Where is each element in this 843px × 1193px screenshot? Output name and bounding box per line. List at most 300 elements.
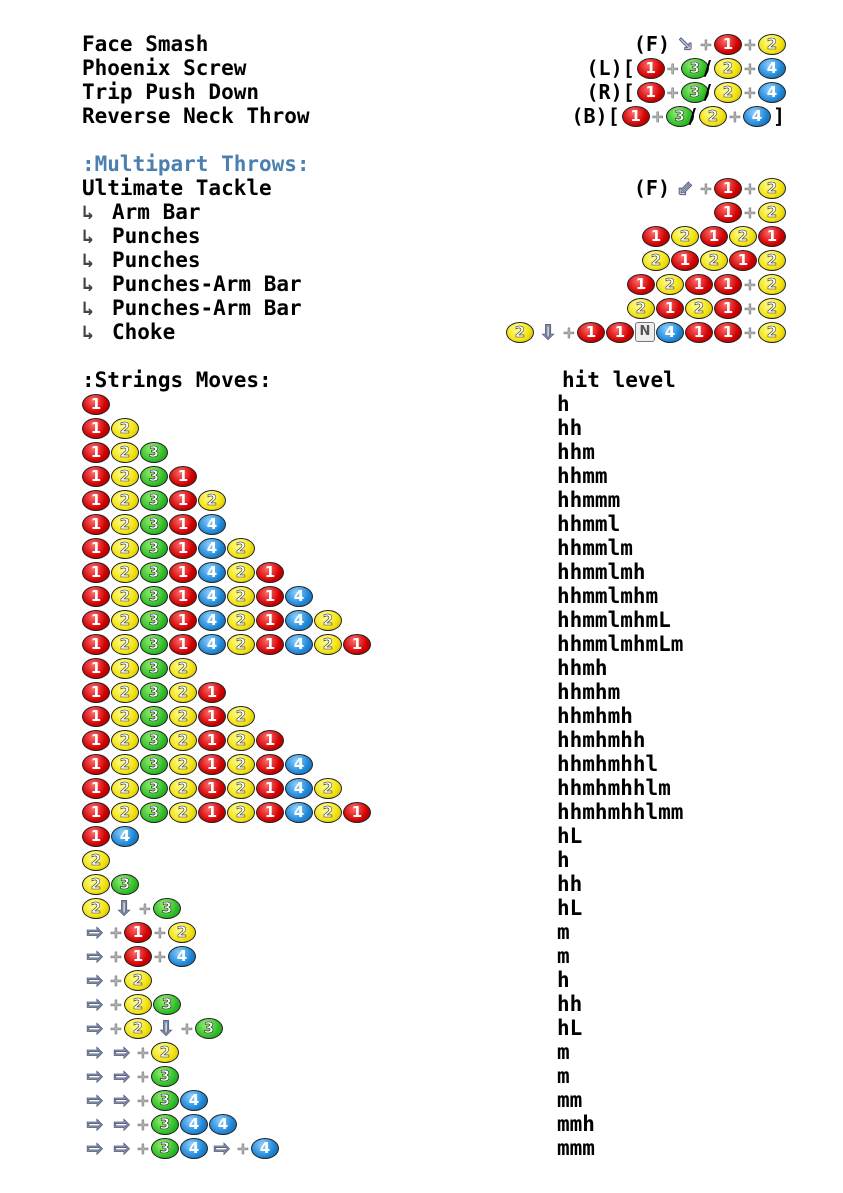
plus-icon: + xyxy=(743,202,757,222)
button-2-icon: 2 xyxy=(111,634,139,655)
hit-level: h xyxy=(557,848,570,872)
direction-arrow-icon: ⇨ xyxy=(213,1135,231,1160)
button-1-icon: 1 xyxy=(198,730,226,751)
hit-level: hhmmlm xyxy=(557,536,633,560)
string-row xyxy=(82,776,786,800)
hit-level: hhmhmhhlmm xyxy=(557,800,684,824)
or-separator: / xyxy=(688,104,696,128)
button-1-icon: 1 xyxy=(198,754,226,775)
button-1-icon: 1 xyxy=(198,706,226,727)
button-3-icon: 3 xyxy=(151,1066,179,1087)
input-sequence xyxy=(82,1089,208,1111)
button-2-icon: 2 xyxy=(111,514,139,535)
input-sequence xyxy=(82,1137,279,1159)
button-1-icon: 1 xyxy=(714,178,742,199)
input-notation: ] xyxy=(772,104,785,128)
button-2-icon: 2 xyxy=(758,34,786,55)
button-1-icon: 1 xyxy=(642,226,670,247)
direction-arrow-icon: ⇨ xyxy=(86,943,104,968)
button-2-icon: 2 xyxy=(111,562,139,583)
button-1-icon: 1 xyxy=(169,538,197,559)
button-4-icon: 4 xyxy=(758,82,786,103)
button-3-icon: 3 xyxy=(140,562,168,583)
hit-level: hhmml xyxy=(557,512,621,536)
button-3-icon: 3 xyxy=(681,58,709,79)
button-2-icon: 2 xyxy=(758,250,786,271)
hit-level: hL xyxy=(557,824,583,848)
input-sequence xyxy=(633,177,786,199)
button-1-icon: 1 xyxy=(198,778,226,799)
button-2-icon: 2 xyxy=(714,82,742,103)
button-2-icon: 2 xyxy=(169,730,197,751)
move-name: Arm Bar xyxy=(112,200,201,224)
input-sequence xyxy=(82,993,181,1015)
hit-level: hL xyxy=(557,1016,583,1040)
button-1-icon: 1 xyxy=(256,586,284,607)
plus-icon: + xyxy=(138,898,152,918)
button-2-icon: 2 xyxy=(111,802,139,823)
follow-up-arrow-icon: ↳ xyxy=(82,320,95,344)
button-2-icon: 2 xyxy=(314,778,342,799)
button-2-icon: 2 xyxy=(227,778,255,799)
input-sequence xyxy=(82,561,284,583)
hit-level: m xyxy=(557,1040,570,1064)
direction-arrow-icon: ⇨ xyxy=(86,1111,104,1136)
button-1-icon: 1 xyxy=(637,82,665,103)
button-3-icon: 3 xyxy=(195,1018,223,1039)
button-1-icon: 1 xyxy=(82,538,110,559)
button-2-icon: 2 xyxy=(82,898,110,919)
button-1-icon: 1 xyxy=(82,754,110,775)
button-3-icon: 3 xyxy=(151,1090,179,1111)
button-1-icon: 1 xyxy=(637,58,665,79)
button-1-icon: 1 xyxy=(729,250,757,271)
hit-level: hhmhmhh xyxy=(557,728,646,752)
button-2-icon: 2 xyxy=(111,778,139,799)
hit-level: m xyxy=(557,920,570,944)
plus-icon: + xyxy=(743,58,757,78)
follow-up-arrow-icon: ↳ xyxy=(82,272,95,296)
button-2-icon: 2 xyxy=(314,610,342,631)
button-3-icon: 3 xyxy=(140,538,168,559)
button-1-icon: 1 xyxy=(82,562,110,583)
input-sequence xyxy=(82,897,181,919)
plus-icon: + xyxy=(136,1090,150,1110)
button-3-icon: 3 xyxy=(140,586,168,607)
input-sequence xyxy=(82,921,196,943)
plus-icon: + xyxy=(109,970,123,990)
button-1-icon: 1 xyxy=(671,250,699,271)
button-3-icon: 3 xyxy=(681,82,709,103)
input-sequence xyxy=(586,57,786,79)
button-3-icon: 3 xyxy=(140,514,168,535)
button-1-icon: 1 xyxy=(714,34,742,55)
button-2-icon: 2 xyxy=(314,802,342,823)
button-2-icon: 2 xyxy=(700,250,728,271)
button-4-icon: 4 xyxy=(285,586,313,607)
hit-level: mm xyxy=(557,1088,583,1112)
or-separator: / xyxy=(703,80,711,104)
input-sequence xyxy=(82,585,313,607)
string-row xyxy=(82,992,786,1016)
button-2-icon: 2 xyxy=(111,730,139,751)
button-3-icon: 3 xyxy=(140,490,168,511)
throw-row xyxy=(82,80,786,104)
button-4-icon: 4 xyxy=(198,514,226,535)
button-1-icon: 1 xyxy=(169,514,197,535)
button-2-icon: 2 xyxy=(124,970,152,991)
button-1-icon: 1 xyxy=(198,802,226,823)
button-2-icon: 2 xyxy=(227,802,255,823)
direction-arrow-icon: ⇨ xyxy=(113,1063,131,1088)
button-2-icon: 2 xyxy=(227,706,255,727)
input-sequence xyxy=(82,873,139,895)
input-sequence xyxy=(82,681,226,703)
string-row xyxy=(82,1136,786,1160)
direction-arrow-icon: ⇙ xyxy=(676,175,694,200)
button-1-icon: 1 xyxy=(627,274,655,295)
button-1-icon: 1 xyxy=(606,322,634,343)
button-2-icon: 2 xyxy=(169,778,197,799)
button-3-icon: 3 xyxy=(151,1114,179,1135)
input-sequence xyxy=(642,249,786,271)
button-1-icon: 1 xyxy=(82,442,110,463)
button-1-icon: 1 xyxy=(256,754,284,775)
multipart-row xyxy=(82,200,786,224)
button-2-icon: 2 xyxy=(111,682,139,703)
move-name: Phoenix Screw xyxy=(82,56,247,80)
button-1-icon: 1 xyxy=(82,730,110,751)
plus-icon: + xyxy=(136,1066,150,1086)
throw-row xyxy=(82,104,786,128)
button-1-icon: 1 xyxy=(82,466,110,487)
direction-arrow-icon: ⇨ xyxy=(113,1111,131,1136)
button-1-icon: 1 xyxy=(256,562,284,583)
hit-level: hL xyxy=(557,896,583,920)
button-1-icon: 1 xyxy=(256,778,284,799)
button-2-icon: 2 xyxy=(758,178,786,199)
string-row xyxy=(82,1040,786,1064)
input-notation: (R)[ xyxy=(586,80,635,104)
string-row xyxy=(82,440,786,464)
plus-icon: + xyxy=(743,82,757,102)
button-4-icon: 4 xyxy=(743,106,771,127)
hit-level: hhmhm xyxy=(557,680,621,704)
button-4-icon: 4 xyxy=(285,802,313,823)
button-4-icon: 4 xyxy=(198,538,226,559)
input-sequence xyxy=(82,1017,223,1039)
input-notation: (F) xyxy=(633,32,670,56)
throw-row xyxy=(82,32,786,56)
button-4-icon: 4 xyxy=(285,778,313,799)
string-row xyxy=(82,1112,786,1136)
button-1-icon: 1 xyxy=(622,106,650,127)
button-2-icon: 2 xyxy=(714,58,742,79)
string-row xyxy=(82,632,786,656)
string-row xyxy=(82,728,786,752)
plus-icon: + xyxy=(109,1018,123,1038)
string-row xyxy=(82,920,786,944)
string-row xyxy=(82,560,786,584)
button-2-icon: 2 xyxy=(227,586,255,607)
string-row xyxy=(82,416,786,440)
multipart-row xyxy=(82,272,786,296)
button-4-icon: 4 xyxy=(168,946,196,967)
string-row xyxy=(82,608,786,632)
button-2-icon: 2 xyxy=(656,274,684,295)
button-2-icon: 2 xyxy=(169,802,197,823)
button-4-icon: 4 xyxy=(285,610,313,631)
string-row xyxy=(82,680,786,704)
button-2-icon: 2 xyxy=(169,754,197,775)
button-3-icon: 3 xyxy=(111,874,139,895)
button-1-icon: 1 xyxy=(256,634,284,655)
button-4-icon: 4 xyxy=(180,1114,208,1135)
or-separator: / xyxy=(703,56,711,80)
input-sequence xyxy=(82,705,255,727)
plus-icon: + xyxy=(109,946,123,966)
plus-icon: + xyxy=(728,106,742,126)
button-3-icon: 3 xyxy=(666,106,694,127)
button-1-icon: 1 xyxy=(577,322,605,343)
input-sequence xyxy=(506,321,786,343)
hit-level: hhmhmhhlm xyxy=(557,776,671,800)
move-name: Trip Push Down xyxy=(82,80,260,104)
input-sequence xyxy=(642,225,786,247)
button-1-icon: 1 xyxy=(169,586,197,607)
input-sequence xyxy=(82,729,284,751)
string-row xyxy=(82,968,786,992)
button-3-icon: 3 xyxy=(140,610,168,631)
plus-icon: + xyxy=(743,274,757,294)
strings-moves-heading: :Strings Moves: xyxy=(82,368,272,392)
direction-arrow-icon: ⇨ xyxy=(86,1039,104,1064)
button-4-icon: 4 xyxy=(198,586,226,607)
button-1-icon: 1 xyxy=(82,586,110,607)
button-2-icon: 2 xyxy=(758,298,786,319)
button-1-icon: 1 xyxy=(124,922,152,943)
button-1-icon: 1 xyxy=(198,682,226,703)
plus-icon: + xyxy=(180,1018,194,1038)
move-name: Punches-Arm Bar xyxy=(112,272,302,296)
plus-icon: + xyxy=(562,322,576,342)
follow-up-arrow-icon: ↳ xyxy=(82,200,95,224)
move-name: Punches xyxy=(112,224,201,248)
button-2-icon: 2 xyxy=(685,298,713,319)
button-2-icon: 2 xyxy=(111,586,139,607)
button-2-icon: 2 xyxy=(111,754,139,775)
direction-arrow-icon: ⇨ xyxy=(86,967,104,992)
button-2-icon: 2 xyxy=(227,562,255,583)
multipart-row xyxy=(82,248,786,272)
direction-arrow-icon: ⇨ xyxy=(113,1135,131,1160)
input-notation: (B)[ xyxy=(571,104,620,128)
button-1-icon: 1 xyxy=(256,730,284,751)
section-heading-row xyxy=(82,368,786,392)
hit-level: hhmhmh xyxy=(557,704,633,728)
button-2-icon: 2 xyxy=(111,610,139,631)
button-2-icon: 2 xyxy=(627,298,655,319)
string-row xyxy=(82,704,786,728)
input-sequence xyxy=(82,465,197,487)
input-sequence xyxy=(82,825,139,847)
button-1-icon: 1 xyxy=(256,802,284,823)
button-3-icon: 3 xyxy=(140,706,168,727)
button-1-icon: 1 xyxy=(758,226,786,247)
plus-icon: + xyxy=(109,922,123,942)
button-2-icon: 2 xyxy=(82,874,110,895)
button-3-icon: 3 xyxy=(151,1138,179,1159)
button-2-icon: 2 xyxy=(111,442,139,463)
button-1-icon: 1 xyxy=(656,298,684,319)
plus-icon: + xyxy=(136,1114,150,1134)
plus-icon: + xyxy=(665,58,680,78)
button-3-icon: 3 xyxy=(153,994,181,1015)
button-3-icon: 3 xyxy=(140,682,168,703)
button-2-icon: 2 xyxy=(227,634,255,655)
button-2-icon: 2 xyxy=(111,490,139,511)
button-2-icon: 2 xyxy=(198,490,226,511)
hit-level: hhmmlmhm xyxy=(557,584,659,608)
input-sequence xyxy=(633,33,786,55)
button-1-icon: 1 xyxy=(685,322,713,343)
button-2-icon: 2 xyxy=(642,250,670,271)
hit-level: hhmh xyxy=(557,656,608,680)
move-name: Punches-Arm Bar xyxy=(112,296,302,320)
button-4-icon: 4 xyxy=(209,1114,237,1135)
plus-icon: + xyxy=(153,922,167,942)
input-sequence xyxy=(82,609,342,631)
button-2-icon: 2 xyxy=(111,418,139,439)
string-row xyxy=(82,392,786,416)
button-1-icon: 1 xyxy=(82,634,110,655)
direction-arrow-icon: ⇨ xyxy=(86,991,104,1016)
button-1-icon: 1 xyxy=(82,682,110,703)
throw-row xyxy=(82,56,786,80)
input-sequence xyxy=(570,105,786,127)
button-2-icon: 2 xyxy=(124,1018,152,1039)
hit-level: h xyxy=(557,392,570,416)
input-sequence xyxy=(82,489,226,511)
neutral-icon: N xyxy=(635,322,655,342)
button-3-icon: 3 xyxy=(140,634,168,655)
button-2-icon: 2 xyxy=(227,730,255,751)
move-name: Reverse Neck Throw xyxy=(82,104,310,128)
button-3-icon: 3 xyxy=(140,466,168,487)
button-1-icon: 1 xyxy=(82,490,110,511)
string-row xyxy=(82,872,786,896)
button-2-icon: 2 xyxy=(111,538,139,559)
input-sequence xyxy=(586,81,786,103)
move-name: Punches xyxy=(112,248,201,272)
input-sequence xyxy=(82,1065,179,1087)
button-1-icon: 1 xyxy=(82,418,110,439)
button-4-icon: 4 xyxy=(198,634,226,655)
button-1-icon: 1 xyxy=(714,298,742,319)
button-2-icon: 2 xyxy=(111,466,139,487)
button-2-icon: 2 xyxy=(111,706,139,727)
button-1-icon: 1 xyxy=(714,322,742,343)
multipart-row xyxy=(82,176,786,200)
button-1-icon: 1 xyxy=(714,202,742,223)
button-1-icon: 1 xyxy=(169,466,197,487)
button-1-icon: 1 xyxy=(82,394,110,415)
button-3-icon: 3 xyxy=(140,730,168,751)
button-1-icon: 1 xyxy=(685,274,713,295)
hit-level: m xyxy=(557,1064,570,1088)
button-2-icon: 2 xyxy=(227,754,255,775)
button-1-icon: 1 xyxy=(343,634,371,655)
hit-level: hhm xyxy=(557,440,595,464)
button-4-icon: 4 xyxy=(758,58,786,79)
input-sequence xyxy=(82,1113,237,1135)
plus-icon: + xyxy=(699,178,713,198)
input-sequence xyxy=(82,633,371,655)
button-2-icon: 2 xyxy=(169,658,197,679)
button-1-icon: 1 xyxy=(82,658,110,679)
direction-arrow-icon: ⇨ xyxy=(86,1063,104,1088)
button-2-icon: 2 xyxy=(758,202,786,223)
button-2-icon: 2 xyxy=(169,706,197,727)
hit-level: mmm xyxy=(557,1136,595,1160)
button-4-icon: 4 xyxy=(285,634,313,655)
button-2-icon: 2 xyxy=(111,658,139,679)
button-2-icon: 2 xyxy=(758,274,786,295)
button-1-icon: 1 xyxy=(82,802,110,823)
button-4-icon: 4 xyxy=(285,754,313,775)
direction-arrow-icon: ⇨ xyxy=(86,1015,104,1040)
direction-arrow-icon: ⇩ xyxy=(157,1015,175,1040)
button-3-icon: 3 xyxy=(140,442,168,463)
button-1-icon: 1 xyxy=(82,826,110,847)
follow-up-arrow-icon: ↳ xyxy=(82,296,95,320)
button-2-icon: 2 xyxy=(314,634,342,655)
multipart-row xyxy=(82,320,786,344)
button-1-icon: 1 xyxy=(124,946,152,967)
string-row xyxy=(82,824,786,848)
button-1-icon: 1 xyxy=(82,610,110,631)
button-4-icon: 4 xyxy=(656,322,684,343)
direction-arrow-icon: ⇨ xyxy=(113,1087,131,1112)
direction-arrow-icon: ⇨ xyxy=(86,1135,104,1160)
move-name: Ultimate Tackle xyxy=(82,176,272,200)
hit-level: hhmmm xyxy=(557,488,621,512)
button-2-icon: 2 xyxy=(124,994,152,1015)
input-sequence xyxy=(82,657,197,679)
button-4-icon: 4 xyxy=(180,1090,208,1111)
hit-level: h xyxy=(557,968,570,992)
button-1-icon: 1 xyxy=(82,514,110,535)
button-4-icon: 4 xyxy=(198,610,226,631)
button-1-icon: 1 xyxy=(82,706,110,727)
button-2-icon: 2 xyxy=(168,922,196,943)
button-1-icon: 1 xyxy=(82,778,110,799)
input-notation: (L)[ xyxy=(586,56,635,80)
string-row xyxy=(82,584,786,608)
input-sequence xyxy=(82,1041,179,1063)
button-2-icon: 2 xyxy=(227,538,255,559)
hit-level: m xyxy=(557,944,570,968)
hit-level: hh xyxy=(557,416,583,440)
direction-arrow-icon: ⇨ xyxy=(113,1039,131,1064)
string-row xyxy=(82,800,786,824)
input-sequence xyxy=(627,273,786,295)
button-2-icon: 2 xyxy=(82,850,110,871)
multipart-throws-heading: :Multipart Throws: xyxy=(82,152,310,176)
string-row xyxy=(82,752,786,776)
plus-icon: + xyxy=(109,994,123,1014)
multipart-row xyxy=(82,296,786,320)
